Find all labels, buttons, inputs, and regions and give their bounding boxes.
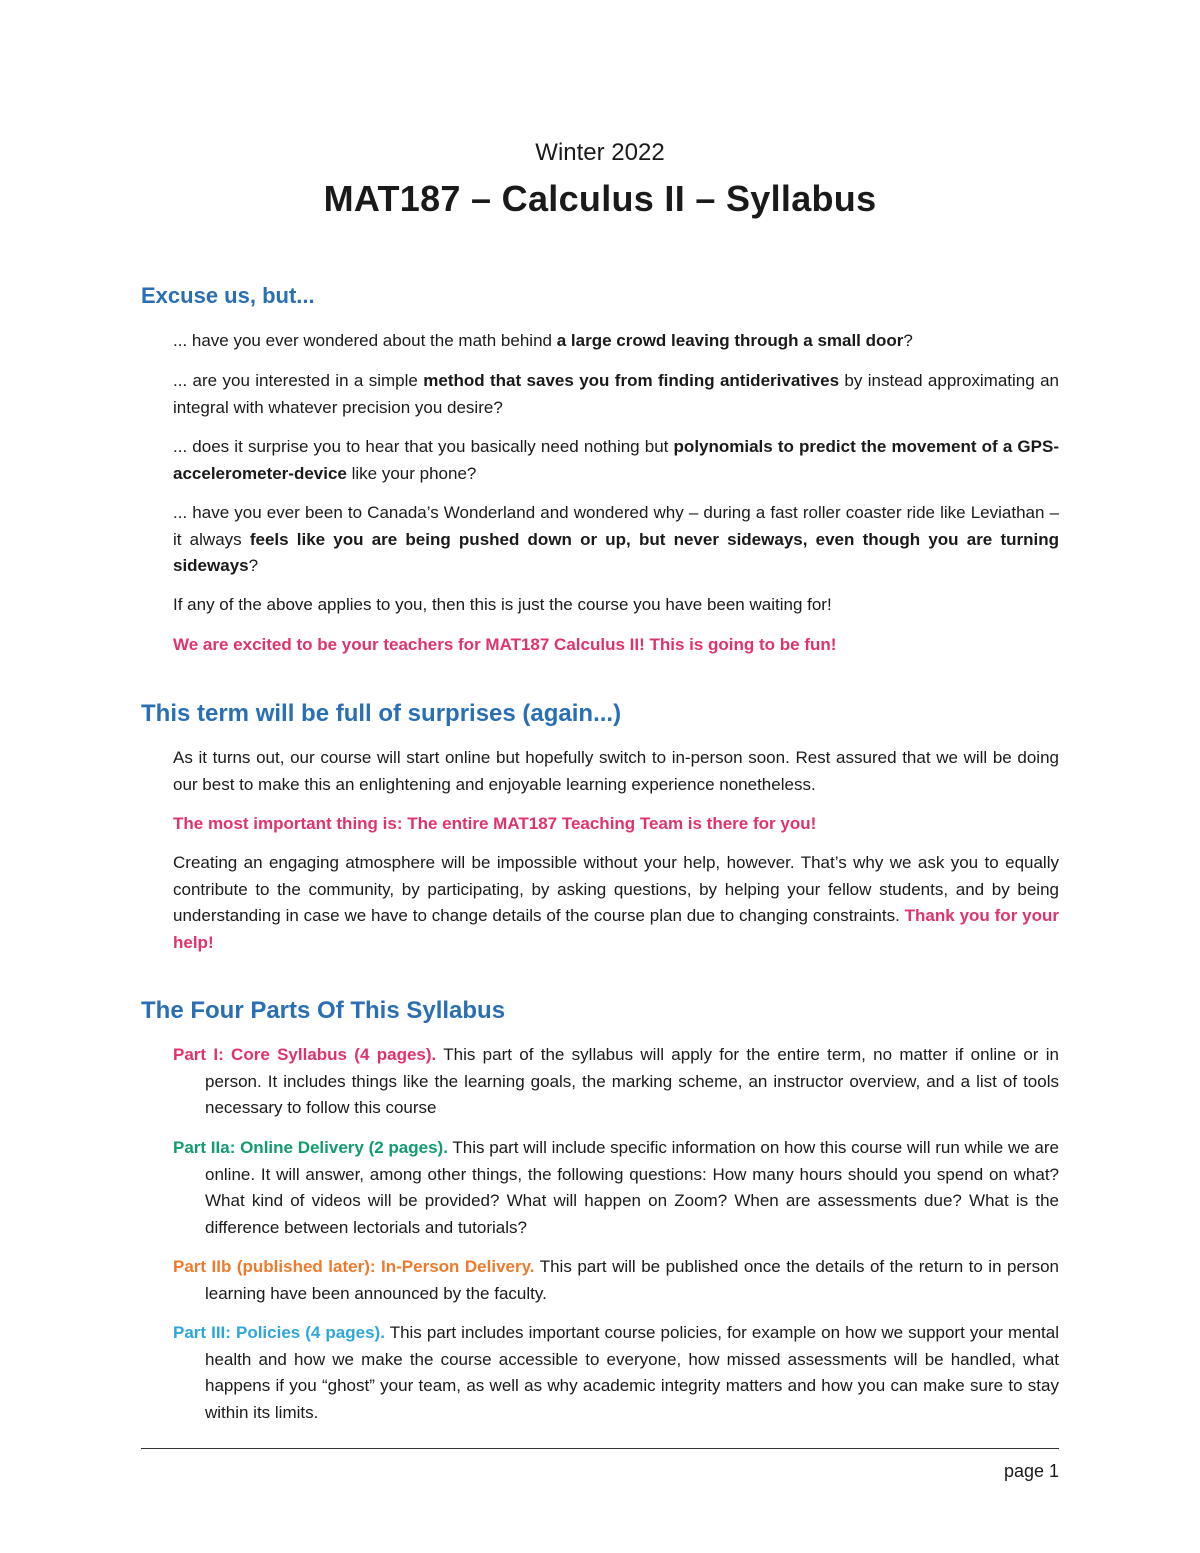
part-text: This part will be published once the details of the return to in person learning have been announced by the faculty. (205, 1257, 1059, 1303)
page-number: page 1 (1003, 1461, 1059, 1481)
thanks-span: Thank you for your help! (173, 906, 1059, 952)
part-label: Part IIa: Online Delivery (2 pages). (173, 1138, 448, 1157)
part-text: This part includes important course policies, for example on how we support your mental health and how we make the course accessible to everyone, how missed assessments will be handled, what happens if you “ghost” your team, as well as why academic integrity matters and how you can make sure to stay within its limits. (205, 1323, 1059, 1422)
text-span: ... are you interested in a simple (173, 371, 424, 390)
footer-rule (141, 1448, 1059, 1449)
document-title: MAT187 – Calculus II – Syllabus (323, 178, 877, 219)
text-span: ... does it surprise you to hear that you basically need nothing but (173, 437, 674, 456)
text-span: ? (903, 331, 913, 350)
part-core-syllabus (173, 1042, 1059, 1122)
part-online-delivery (173, 1135, 1059, 1241)
section-heading-excuse-us: Excuse us, but... (141, 283, 315, 308)
part-policies (173, 1320, 1059, 1426)
term-label: Winter 2022 (535, 139, 665, 166)
question-polynomials (173, 434, 1059, 487)
text-span: ... have you ever been to Canada’s Wonderland and wondered why – during a fast roller coaster ride like Leviathan – it always (173, 503, 1059, 549)
part-text: This part will include specific information on how this course will run while we are online. It will answer, among other things, the following questions: How many hours should you spend on what? What kind of videos will be provided? What will happen on Zoom? When are assessments due? What is the difference between lectorials and tutorials? (205, 1138, 1059, 1237)
text-span: Creating an engaging atmosphere will be impossible without your help, however. That’s why we ask you to equally contribute to the community, by participating, by asking questions, by helping your fellow students, and by being understanding in case we have to change details of the course plan due to changing constraints. (173, 853, 1059, 925)
excited-statement: We are excited to be your teachers for MAT187 Calculus II! This is going to be fun! (173, 635, 837, 654)
bold-span: polynomials to predict the movement of a GPS-accelerometer-device (173, 437, 1059, 483)
text-span: by instead approximating an integral with whatever precision you desire? (173, 371, 1059, 417)
question-integral (173, 368, 1059, 421)
bold-span: feels like you are being pushed down or up, but never sideways, even though you are turning sideways (173, 529, 1059, 575)
section-heading-surprises: This term will be full of surprises (again...) (141, 700, 622, 727)
section-heading-four-parts: The Four Parts Of This Syllabus (141, 997, 506, 1024)
part-label: Part I: Core Syllabus (4 pages). (173, 1045, 437, 1064)
part-text: This part of the syllabus will apply for the entire term, no matter if online or in person. It includes things like the learning goals, the marking scheme, an instructor overview, and a list of tools necessary to follow this course (205, 1045, 1059, 1117)
bold-span: a large crowd leaving through a small door (556, 331, 904, 350)
text-span: like your phone? (346, 463, 477, 483)
important-statement: The most important thing is: The entire MAT187 Teaching Team is there for you! (173, 814, 817, 833)
part-in-person-delivery (173, 1254, 1059, 1307)
engagement-paragraph (173, 850, 1059, 956)
part-label: Part IIb (published later): In-Person Delivery. (173, 1257, 535, 1276)
online-start-paragraph: As it turns out, our course will start online but hopefully switch to in-person soon. Rest assured that we will be doing our best to make this an enlightening and enjoyable learning experience nonetheless. (173, 748, 1059, 794)
question-rollercoaster (173, 500, 1059, 580)
bold-span: method that saves you from finding antiderivatives (423, 371, 840, 390)
text-span: ? (248, 556, 259, 575)
question-crowd (173, 328, 1059, 355)
text-span: ... have you ever wondered about the math behind (173, 331, 557, 350)
part-label: Part III: Policies (4 pages). (173, 1323, 385, 1342)
applies-statement: If any of the above applies to you, then this is just the course you have been waiting for! (173, 595, 832, 614)
